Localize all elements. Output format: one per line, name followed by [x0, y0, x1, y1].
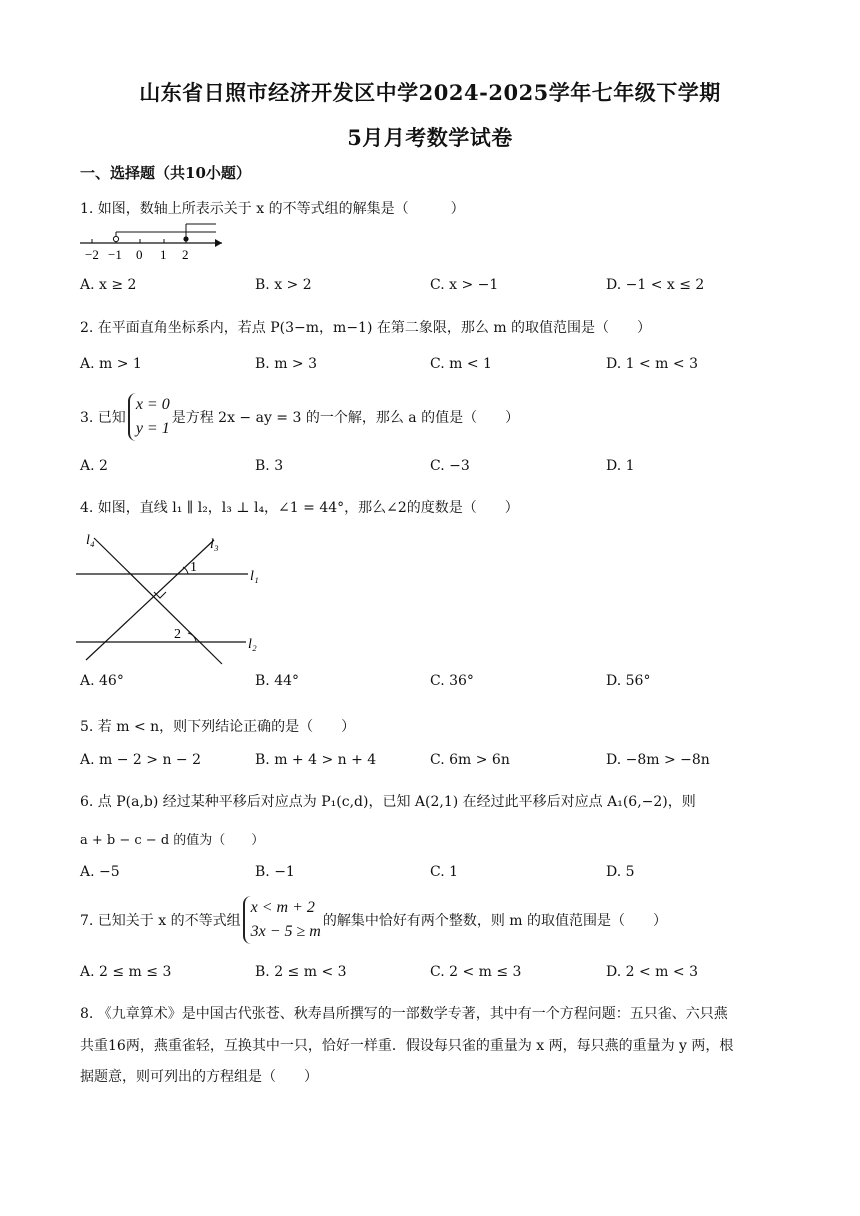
q2-option-d: D. 1 < m < 3 — [606, 356, 698, 372]
q5-stem: 5. 若 m < n，则下列结论正确的是（ ） — [80, 719, 356, 735]
q1-tick-label: 0 — [136, 247, 143, 262]
q7-option-b: B. 2 ≤ m < 3 — [255, 964, 347, 980]
q8-stem-line1: 8. 《九章算术》是中国古代张苍、秋寿昌所撰写的一部数学专著，其中有一个方程问题：五只雀、六只燕 — [80, 1006, 728, 1022]
q4-label-l4: l₄ — [86, 533, 95, 548]
q7-stem-post: 的解集中恰好有两个整数，则 m 的取值范围是（ ） — [322, 913, 668, 929]
q5-option-a: A. m − 2 > n − 2 — [80, 752, 202, 768]
q4-parallel-lines-figure — [74, 526, 274, 666]
q3-system-line2: y = 1 — [135, 420, 170, 437]
q4-angle-2-label: 2 — [174, 627, 181, 642]
q1-tick-label: 2 — [182, 247, 189, 262]
q6-option-c: C. 1 — [430, 864, 459, 880]
q7-system-line2: 3x − 5 ≥ m — [250, 923, 321, 940]
section-heading: 一、选择题（共10小题） — [80, 164, 251, 182]
q1-option-c: C. x > −1 — [430, 277, 499, 293]
q3-option-c: C. −3 — [430, 458, 470, 474]
q3-option-d: D. 1 — [606, 458, 635, 474]
q3-stem-row — [80, 393, 519, 441]
q2-option-b: B. m > 3 — [255, 356, 318, 372]
q7-inequality-system — [243, 896, 321, 944]
q5-option-b: B. m + 4 > n + 4 — [255, 752, 377, 768]
q1-tick-label: −1 — [108, 247, 122, 262]
q3-stem-pre: 3. 已知 — [80, 410, 126, 426]
q7-option-a: A. 2 ≤ m ≤ 3 — [80, 964, 172, 980]
exam-title-line2: 5月月考数学试卷 — [347, 125, 513, 150]
q8-stem-line3: 据题意，则可列出的方程组是（ ） — [80, 1069, 318, 1085]
q6-option-b: B. −1 — [255, 864, 295, 880]
q1-option-b: B. x > 2 — [255, 277, 312, 293]
q1-tick-label: −2 — [85, 247, 99, 262]
q3-option-b: B. 3 — [255, 458, 284, 474]
q2-stem: 2. 在平面直角坐标系内，若点 P(3−m，m−1) 在第二象限，那么 m 的取值范围是（ ） — [80, 320, 652, 336]
q3-system-line1: x = 0 — [135, 396, 170, 413]
q7-option-c: C. 2 < m ≤ 3 — [430, 964, 522, 980]
exam-title-line1: 山东省日照市经济开发区中学2024-2025学年七年级下学期 — [139, 80, 721, 105]
q8-stem-line2: 共重16两，燕重雀轻，互换其中一只，恰好一样重．假设每只雀的重量为 x 两，每只燕的重量为 y 两，根 — [80, 1038, 734, 1054]
q1-option-d: D. −1 < x ≤ 2 — [606, 277, 705, 293]
q4-option-d: D. 56° — [606, 673, 651, 689]
q4-label-l3: l₃ — [210, 537, 219, 552]
q4-option-b: B. 44° — [255, 673, 300, 689]
q1-number-line-figure — [76, 222, 226, 262]
q1-option-a: A. x ≥ 2 — [80, 277, 137, 293]
q3-stem-post: 是方程 2x − ay = 3 的一个解，那么 a 的值是（ ） — [171, 410, 520, 426]
q4-label-l1: l₁ — [250, 569, 259, 584]
q7-stem-pre: 7. 已知关于 x 的不等式组 — [80, 913, 241, 929]
q6-stem: 6. 点 P(a,b) 经过某种平移后对应点为 P₁(c,d)，已知 A(2,1) 在经过此平移后对应点 A₁(6,−2)，则 — [80, 794, 696, 810]
q1-tick-label: 1 — [160, 247, 167, 262]
q3-option-a: A. 2 — [80, 458, 108, 474]
q2-option-c: C. m < 1 — [430, 356, 492, 372]
q4-option-a: A. 46° — [80, 673, 124, 689]
q6-option-a: A. −5 — [80, 864, 120, 880]
q4-angle-1-label: 1 — [190, 560, 197, 575]
q3-equation-system — [128, 393, 170, 441]
q6-stem-line2: a + b − c − d 的值为（ ） — [80, 833, 265, 848]
q7-system-line1: x < m + 2 — [250, 899, 315, 916]
q4-label-l2: l₂ — [248, 637, 257, 652]
q6-option-d: D. 5 — [606, 864, 635, 880]
q5-option-d: D. −8m > −8n — [606, 752, 710, 768]
q2-option-a: A. m > 1 — [80, 356, 142, 372]
q1-stem: 1. 如图，数轴上所表示关于 x 的不等式组的解集是（ ） — [80, 201, 465, 217]
q4-stem: 4. 如图，直线 l₁ ∥ l₂，l₃ ⊥ l₄，∠1 = 44°，那么∠2的度数是（ ） — [80, 500, 519, 516]
q5-option-c: C. 6m > 6n — [430, 752, 510, 768]
q4-option-c: C. 36° — [430, 673, 474, 689]
q7-option-d: D. 2 < m < 3 — [606, 964, 698, 980]
q7-stem-row — [80, 896, 667, 944]
